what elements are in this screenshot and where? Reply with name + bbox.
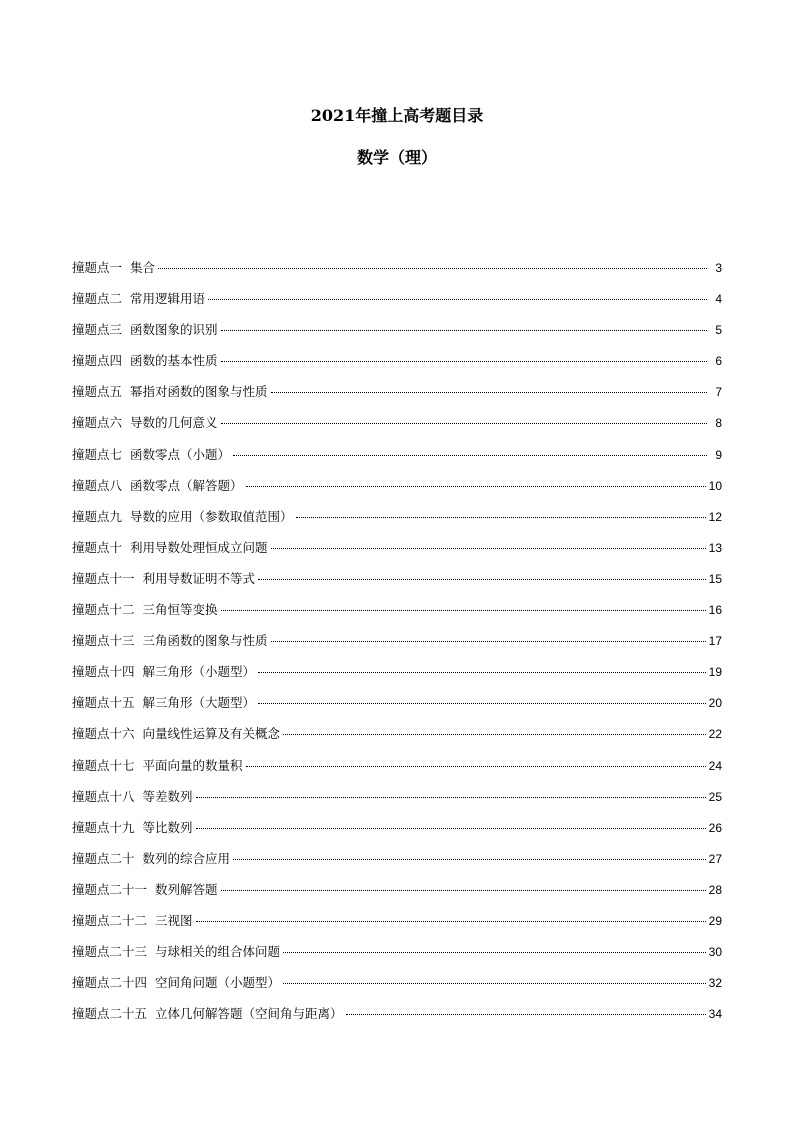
toc-entry-page-number: 32 — [708, 976, 722, 991]
toc-entry-page-number: 8 — [715, 416, 722, 431]
toc-entry-number: 撞题点十八 — [72, 788, 135, 804]
toc-entry-page-number: 34 — [708, 1007, 722, 1022]
toc-entry-number: 撞题点一 — [72, 260, 123, 275]
toc-entry-label — [72, 445, 230, 465]
toc-entry-number: 撞题点二十 — [72, 850, 135, 866]
toc-entry-number: 撞题点十一 — [72, 570, 135, 586]
toc-entry[interactable] — [72, 476, 722, 507]
toc-entry-number: 撞题点八 — [72, 477, 123, 493]
toc-entry-page-number: 19 — [708, 665, 722, 680]
toc-entry[interactable] — [72, 818, 722, 849]
toc-entry-label — [72, 413, 218, 433]
toc-entry-topic: 常用逻辑用语 — [130, 291, 206, 307]
toc-dot-leader — [271, 641, 706, 642]
toc-entry[interactable] — [72, 942, 722, 973]
toc-dot-leader — [196, 797, 706, 798]
toc-dot-leader — [283, 734, 706, 735]
toc-entry-label — [72, 320, 218, 340]
toc-entry-label — [72, 818, 193, 838]
toc-entry-page-number: 26 — [708, 820, 722, 835]
toc-entry-label — [72, 787, 193, 807]
toc-entry[interactable] — [72, 258, 722, 289]
toc-entry-label — [72, 351, 218, 371]
toc-dot-leader — [196, 921, 706, 922]
toc-dot-leader — [233, 859, 706, 860]
toc-entry-page-number: 4 — [715, 292, 722, 307]
toc-entry-number: 撞题点十三 — [72, 633, 135, 649]
toc-entry[interactable] — [72, 724, 722, 755]
toc-entry-label — [72, 258, 155, 278]
toc-entry-number: 撞题点九 — [72, 508, 123, 524]
toc-entry-number: 撞题点十 — [72, 539, 123, 555]
toc-entry-topic: 函数图象的识别 — [130, 322, 218, 338]
toc-entry-label — [72, 942, 280, 962]
toc-dot-leader — [208, 299, 707, 300]
toc-entry[interactable] — [72, 600, 722, 631]
toc-entry-page-number: 29 — [708, 913, 722, 928]
toc-entry-topic: 向量线性运算及有关概念 — [142, 726, 281, 742]
toc-entry[interactable] — [72, 445, 722, 476]
toc-entry-topic: 三角恒等变换 — [142, 602, 218, 618]
toc-entry-topic: 与球相关的组合体问题 — [155, 944, 281, 960]
toc-entry-topic: 等差数列 — [142, 788, 193, 804]
toc-entry-topic: 利用导数证明不等式 — [142, 570, 256, 586]
toc-entry-number: 撞题点十七 — [72, 757, 135, 773]
toc-entry-number: 撞题点十六 — [72, 726, 135, 742]
toc-entry[interactable] — [72, 351, 722, 382]
toc-dot-leader — [283, 983, 706, 984]
document-title: 2021年撞上高考题目录 — [310, 106, 484, 125]
toc-entry-topic: 函数的基本性质 — [130, 353, 218, 369]
toc-entry-topic: 平面向量的数量积 — [142, 757, 243, 773]
toc-entry-label — [72, 880, 218, 900]
toc-dot-leader — [246, 486, 706, 487]
toc-entry-topic: 幂指对函数的图象与性质 — [130, 384, 268, 400]
toc-entry-topic: 空间角问题（小题型） — [155, 975, 281, 991]
toc-entry[interactable] — [72, 382, 722, 413]
toc-entry-number: 撞题点十九 — [72, 819, 135, 835]
toc-entry-label — [72, 911, 193, 931]
toc-entry-label — [72, 973, 280, 993]
toc-entry-page-number: 13 — [708, 540, 722, 555]
toc-dot-leader — [258, 579, 706, 580]
toc-entry-number: 撞题点十四 — [72, 664, 135, 680]
toc-entry-number: 撞题点十五 — [72, 695, 135, 711]
toc-entry-topic: 导数的应用（参数取值范围） — [130, 508, 293, 524]
toc-dot-leader — [221, 361, 707, 362]
toc-entry-label — [72, 382, 268, 402]
toc-entry-page-number: 17 — [708, 634, 722, 649]
toc-dot-leader — [296, 517, 706, 518]
toc-entry-label — [72, 538, 268, 558]
toc-entry-page-number: 22 — [708, 727, 722, 742]
toc-entry-number: 撞题点六 — [72, 415, 123, 431]
toc-dot-leader — [283, 952, 706, 953]
toc-entry-page-number: 5 — [715, 323, 722, 338]
toc-entry-topic: 数列解答题 — [155, 881, 218, 897]
toc-entry-page-number: 3 — [715, 261, 722, 275]
toc-entry-page-number: 27 — [708, 851, 722, 866]
toc-entry[interactable] — [72, 849, 722, 880]
toc-entry-label — [72, 569, 255, 589]
toc-entry[interactable] — [72, 631, 722, 662]
toc-dot-leader — [221, 330, 707, 331]
table-of-contents — [72, 258, 722, 1035]
toc-dot-leader — [258, 672, 706, 673]
toc-entry[interactable] — [72, 538, 722, 569]
toc-dot-leader — [271, 548, 706, 549]
toc-entry[interactable] — [72, 880, 722, 911]
toc-entry-label — [72, 476, 243, 496]
toc-entry-label — [72, 1004, 343, 1024]
toc-entry-topic: 集合 — [130, 260, 156, 275]
toc-entry-topic: 利用导数处理恒成立问题 — [130, 539, 268, 555]
toc-entry-number: 撞题点五 — [72, 384, 123, 400]
toc-dot-leader — [221, 890, 706, 891]
toc-entry-label — [72, 289, 205, 309]
toc-dot-leader — [271, 392, 707, 393]
toc-entry[interactable] — [72, 973, 722, 1004]
toc-entry-number: 撞题点七 — [72, 446, 123, 462]
toc-entry-page-number: 10 — [708, 478, 722, 493]
toc-entry-page-number: 6 — [715, 354, 722, 369]
toc-dot-leader — [196, 828, 706, 829]
toc-entry-page-number: 20 — [708, 696, 722, 711]
toc-entry-label — [72, 662, 255, 682]
toc-entry[interactable] — [72, 289, 722, 320]
toc-entry-number: 撞题点二十二 — [72, 912, 148, 928]
toc-entry-label — [72, 756, 243, 776]
toc-entry-page-number: 15 — [708, 571, 722, 586]
toc-entry-page-number: 24 — [708, 758, 722, 773]
toc-dot-leader — [233, 455, 707, 456]
toc-entry-topic: 立体几何解答题（空间角与距离） — [155, 1006, 343, 1022]
toc-entry-label — [72, 693, 255, 713]
toc-dot-leader — [221, 610, 706, 611]
toc-entry[interactable] — [72, 413, 722, 444]
toc-dot-leader — [158, 268, 707, 269]
toc-entry[interactable] — [72, 693, 722, 724]
toc-entry-topic: 数列的综合应用 — [142, 850, 231, 866]
toc-entry-topic: 三角函数的图象与性质 — [142, 633, 268, 649]
toc-entry-topic: 三视图 — [155, 912, 193, 928]
toc-entry-label — [72, 600, 218, 620]
toc-entry-topic: 函数零点（小题） — [130, 446, 231, 462]
toc-entry-number: 撞题点四 — [72, 353, 123, 369]
toc-entry[interactable] — [72, 507, 722, 538]
toc-entry-topic: 解三角形（大题型） — [142, 695, 256, 711]
toc-dot-leader — [246, 766, 706, 767]
toc-dot-leader — [221, 423, 707, 424]
toc-entry-label — [72, 507, 293, 527]
toc-entry-label — [72, 631, 268, 651]
toc-entry-page-number: 30 — [708, 945, 722, 960]
toc-dot-leader — [258, 703, 706, 704]
toc-entry-topic: 导数的几何意义 — [130, 415, 218, 431]
toc-entry-number: 撞题点二十一 — [72, 881, 148, 897]
toc-entry[interactable] — [72, 662, 722, 693]
toc-entry-number: 撞题点二十四 — [72, 975, 148, 991]
toc-entry[interactable] — [72, 787, 722, 818]
toc-entry-page-number: 16 — [708, 603, 722, 618]
toc-entry-number: 撞题点十二 — [72, 602, 135, 618]
toc-dot-leader — [346, 1014, 706, 1015]
toc-entry-topic: 解三角形（小题型） — [142, 664, 256, 680]
toc-entry[interactable] — [72, 1004, 722, 1035]
toc-entry-page-number: 7 — [715, 385, 722, 400]
toc-entry[interactable] — [72, 569, 722, 600]
toc-entry-page-number: 28 — [708, 882, 722, 897]
toc-entry[interactable] — [72, 756, 722, 787]
toc-entry-page-number: 9 — [715, 447, 722, 462]
toc-entry-page-number: 25 — [708, 789, 722, 804]
toc-entry[interactable] — [72, 320, 722, 351]
toc-entry-topic: 等比数列 — [142, 819, 193, 835]
toc-entry-number: 撞题点二 — [72, 291, 123, 307]
toc-entry-label — [72, 849, 230, 869]
document-subtitle: 数学（理） — [356, 148, 437, 167]
toc-entry-number: 撞题点三 — [72, 322, 123, 338]
toc-entry-topic: 函数零点（解答题） — [130, 477, 243, 493]
toc-entry-number: 撞题点二十三 — [72, 944, 148, 960]
toc-entry-label — [72, 724, 280, 744]
toc-entry-page-number: 12 — [708, 509, 722, 524]
toc-entry-number: 撞题点二十五 — [72, 1006, 148, 1022]
toc-entry[interactable] — [72, 911, 722, 942]
